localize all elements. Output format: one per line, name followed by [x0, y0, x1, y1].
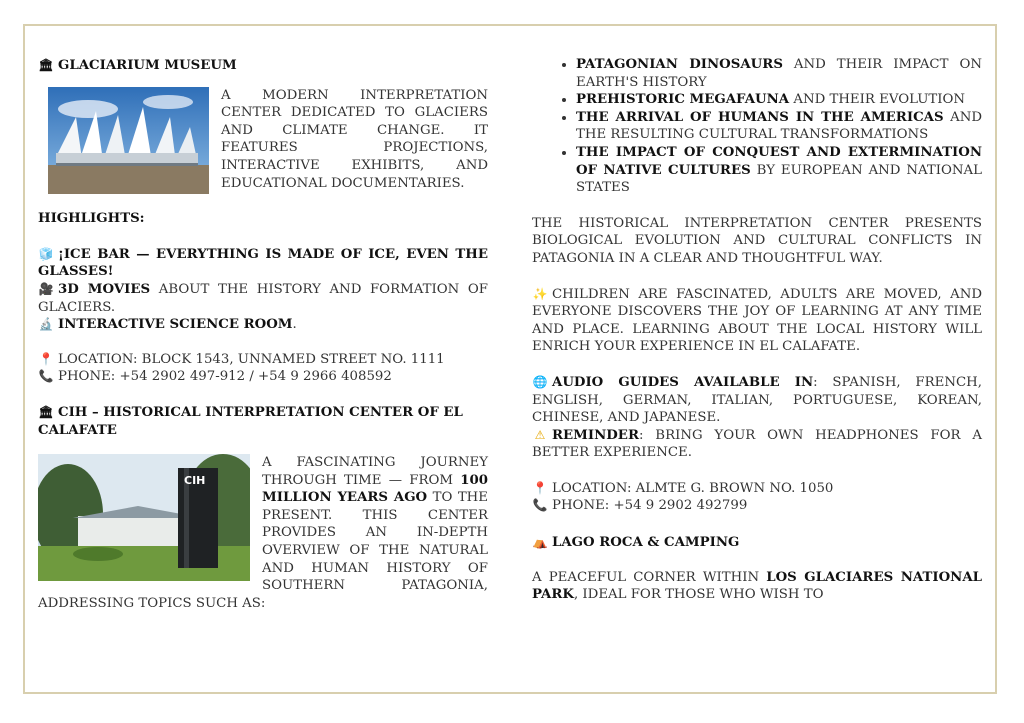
warning-icon: ⚠ [534, 427, 546, 442]
cih-audio-guides: 🌐 AUDIO GUIDES AVAILABLE IN: SPANISH, FRENCH, ENGLISH, GERMAN, ITALIAN, PORTUGUESE, KOREAN, CHINESE, AND JAPANESE. [532, 374, 982, 426]
museum-icon: 🏛 [38, 404, 54, 419]
glaciarium-phone: 📞 PHONE: +54 2902 497-912 / +54 9 2966 408592 [38, 369, 392, 385]
lago-intro: A PEACEFUL CORNER WITHIN LOS GLACIARES NATIONAL PARK, IDEAL FOR THOSE WHO WISH TO [532, 569, 982, 603]
pin-icon: 📍 [38, 351, 54, 366]
list-item: • PREHISTORIC MEGAFAUNA AND THEIR EVOLUTION [576, 91, 982, 109]
microscope-icon: 🔬 [38, 317, 54, 332]
film-camera-icon: 🎥 [38, 281, 54, 296]
highlight-3d-movies: 🎥 3D MOVIES ABOUT THE HISTORY AND FORMATION OF GLACIERS. [38, 281, 488, 315]
cih-photo [38, 454, 250, 581]
cih-intro-block [38, 454, 488, 612]
lago-heading [532, 534, 982, 552]
cih-intro: A FASCINATING JOURNEY THROUGH TIME — FROM 100 MILLION YEARS AGO TO THE PRESENT. THIS CENTER PROVIDES AN IN-DEPTH OVERVIEW OF THE NATURAL AND HUMAN HISTORY OF SOUTHERN PATAGONIA, ADDRESSING TOPICS SUCH AS: [38, 455, 488, 611]
list-item: • THE ARRIVAL OF HUMANS IN THE AMERICAS AND THE RESULTING CULTURAL TRANSFORMATIONS [576, 109, 982, 144]
globe-icon: 🌐 [532, 374, 548, 389]
ice-cube-icon: 🧊 [38, 246, 54, 261]
glaciarium-location: 📍 LOCATION: BLOCK 1543, UNNAMED STREET NO. 1111 [38, 351, 445, 367]
phone-icon: 📞 [532, 498, 548, 513]
list-item: • PATAGONIAN DINOSAURS AND THEIR IMPACT ON EARTH'S HISTORY [576, 56, 982, 91]
pin-icon: 📍 [532, 480, 548, 495]
museum-icon: 🏛 [38, 58, 54, 72]
cih-topics-list [532, 56, 982, 197]
glaciarium-title: GLACIARIUM MUSEUM [58, 58, 237, 73]
cih-location: 📍 LOCATION: ALMTE G. BROWN NO. 1050 [532, 480, 834, 496]
cih-heading [38, 404, 488, 439]
glaciarium-heading [38, 57, 488, 75]
highlight-science-room: 🔬 INTERACTIVE SCIENCE ROOM. [38, 317, 297, 333]
cih-phone: 📞 PHONE: +54 9 2902 492799 [532, 498, 748, 514]
list-item: • THE IMPACT OF CONQUEST AND EXTERMINATION OF NATIVE CULTURES BY EUROPEAN AND NATIONAL STATES [576, 144, 982, 197]
cih-children: ✨ CHILDREN ARE FASCINATED, ADULTS ARE MOVED, AND EVERYONE DISCOVERS THE JOY OF LEARNING AT ANY TIME AND PLACE. LEARNING ABOUT THE LOCAL HISTORY WILL ENRICH YOUR EXPERIENCE IN EL CALAFATE. [532, 286, 982, 355]
left-column [38, 30, 488, 612]
cih-sign-text: CIH [184, 474, 206, 488]
phone-icon: 📞 [38, 369, 54, 384]
tent-icon: ⛺ [532, 535, 548, 550]
cih-title: CIH – HISTORICAL INTERPRETATION CENTER OF EL CALAFATE [38, 404, 463, 438]
right-column [532, 56, 982, 604]
lago-title: LAGO ROCA & CAMPING [552, 535, 740, 551]
sparkles-icon: ✨ [532, 286, 548, 301]
glaciarium-photo [48, 87, 209, 194]
cih-reminder: ⚠ REMINDER: BRING YOUR OWN HEADPHONES FOR A BETTER EXPERIENCE. [532, 427, 982, 461]
highlights-label: HIGHLIGHTS: [38, 211, 145, 227]
glaciarium-description-block [38, 87, 488, 193]
highlight-ice-bar: 🧊 ¡ICE BAR — EVERYTHING IS MADE OF ICE, EVEN THE GLASSES! [38, 246, 488, 280]
glaciarium-description: A MODERN INTERPRETATION CENTER DEDICATED TO GLACIERS AND CLIMATE CHANGE. IT FEATURES PROJECTIONS, INTERACTIVE EXHIBITS, AND EDUCATIONAL DOCUMENTARIES. [221, 87, 488, 191]
cih-summary: THE HISTORICAL INTERPRETATION CENTER PRESENTS BIOLOGICAL EVOLUTION AND CULTURAL CONFLICTS IN PATAGONIA IN A CLEAR AND THOUGHTFUL WAY. [532, 215, 982, 266]
